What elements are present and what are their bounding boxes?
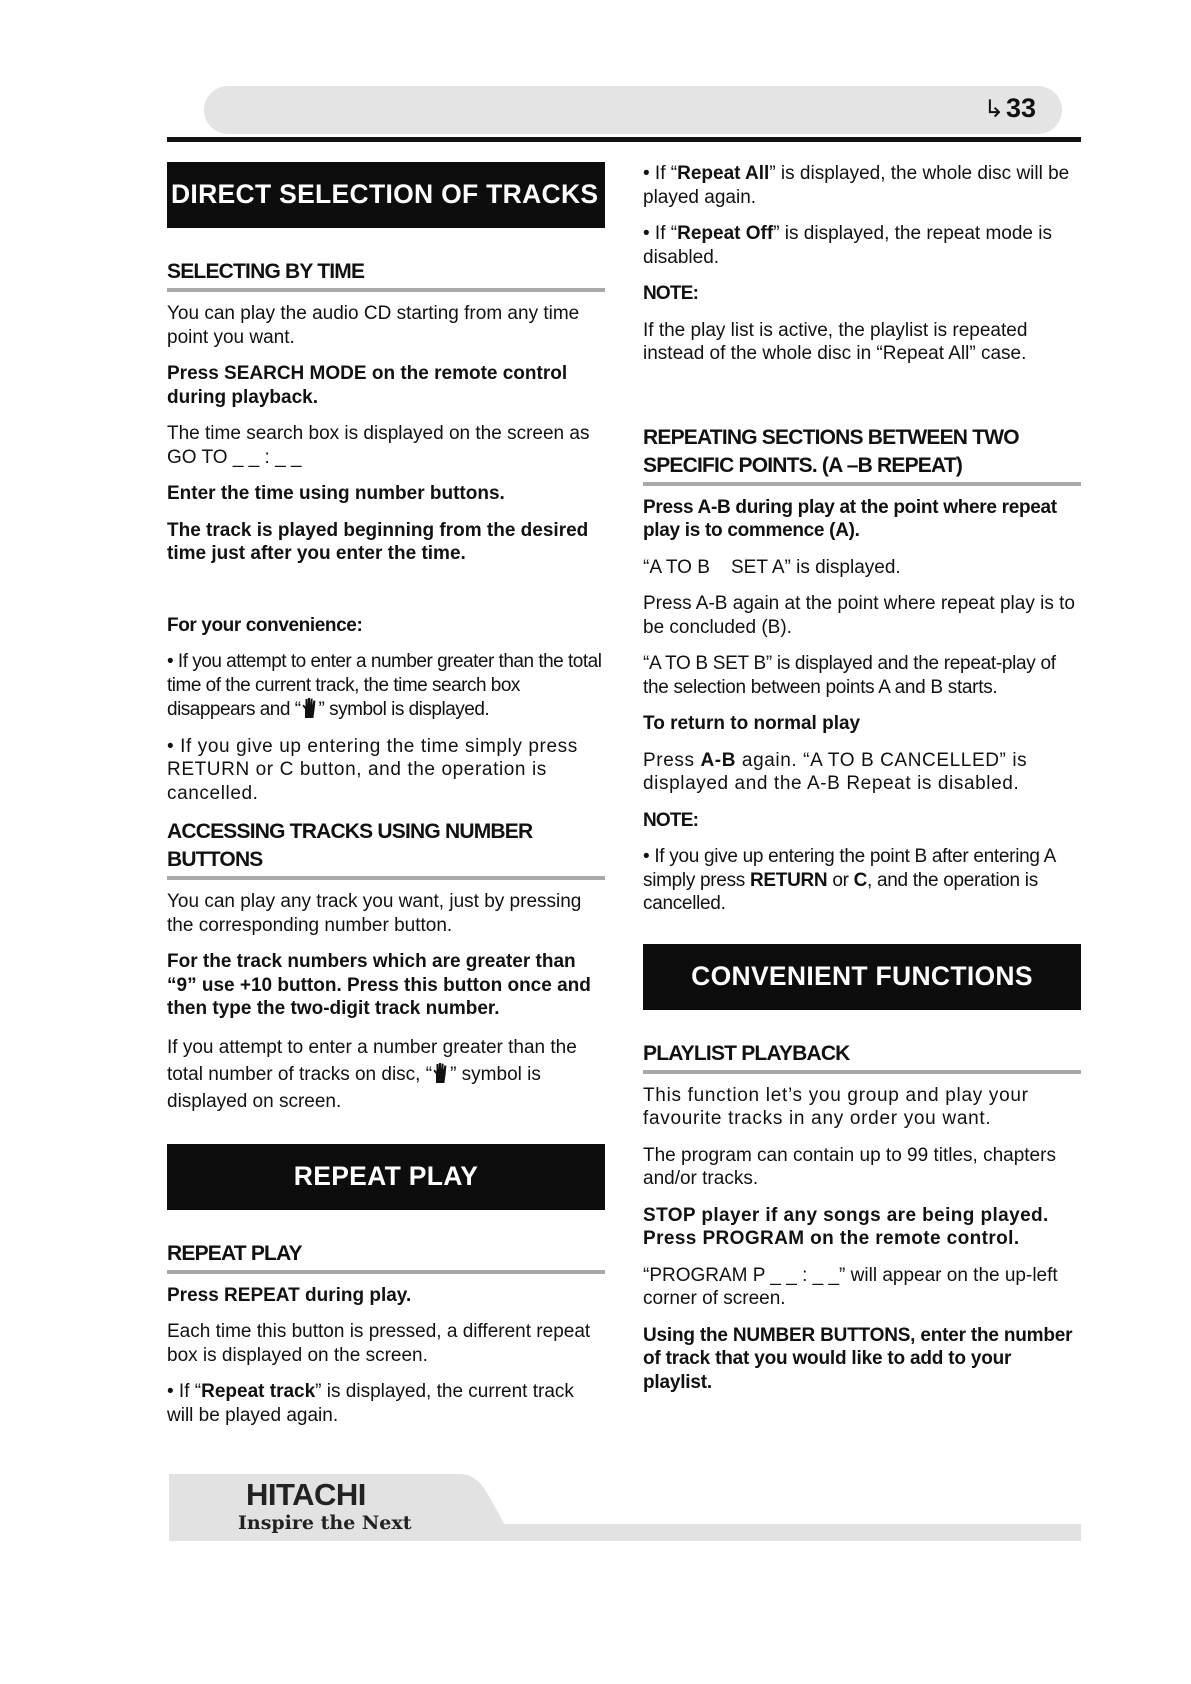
instruction: Using the NUMBER BUTTONS, enter the number of track that you would like to add to your playlist.	[643, 1324, 1073, 1393]
bullet-paragraph: • If “Repeat Off” is displayed, the repeat mode is disabled.	[643, 223, 1052, 268]
bullet-paragraph: • If you attempt to enter a number greater than the total time of the current track, the time search box disappears and “ ” symbol is displayed.	[167, 651, 602, 720]
bullet-paragraph: • If “Repeat track” is displayed, the current track will be played again.	[167, 1381, 574, 1426]
instruction: For the track numbers which are greater than “9” use +10 button. Press this button once and then type the two-digit track number.	[167, 951, 591, 1019]
page-arrow-icon: ↳	[983, 96, 1004, 123]
paragraph: “PROGRAM P _ _ : _ _” will appear on the up-left corner of screen.	[643, 1264, 1058, 1309]
instruction: To return to normal play	[643, 713, 861, 734]
note-label: NOTE:	[643, 809, 699, 831]
banner-direct-selection: DIRECT SELECTION OF TRACKS	[167, 162, 605, 228]
instruction: Press A-B during play at the point where repeat play is to commence (A).	[643, 496, 1057, 541]
section-title-playlist-playback: PLAYLIST PLAYBACK	[643, 1040, 1081, 1074]
paragraph: If the play list is active, the playlist is repeated instead of the whole disc in “Repeat All” case.	[643, 319, 1028, 364]
paragraph: This function let’s you group and play your favourite tracks in any order you want.	[643, 1084, 1029, 1129]
paragraph: “A TO B SET A” is displayed.	[643, 556, 901, 578]
note-label: NOTE:	[643, 283, 699, 304]
paragraph: If you attempt to enter a number greater than the total number of tracks on disc, “ ” symbol is displayed on screen.	[167, 1036, 577, 1112]
banner-repeat-play: REPEAT PLAY	[167, 1144, 605, 1210]
section-title-selecting-by-time: SELECTING BY TIME	[167, 258, 605, 292]
convenience-label: For your convenience:	[167, 614, 363, 636]
paragraph: Each time this button is pressed, a different repeat box is displayed on the screen.	[167, 1321, 591, 1366]
instruction: STOP player if any songs are being played. Press PROGRAM on the remote control.	[643, 1204, 1049, 1249]
instruction: Press SEARCH MODE on the remote control during playback.	[167, 363, 568, 408]
paragraph: “A TO B SET B” is displayed and the repeat-play of the selection between points A and B starts.	[643, 653, 1056, 698]
bullet-paragraph: • If you give up entering the time simply press RETURN or C button, and the operation is cancelled.	[167, 735, 578, 804]
paragraph: Press A-B again at the point where repeat play is to be concluded (B).	[643, 593, 1075, 638]
brand-tagline: Inspire the Next	[238, 1512, 412, 1534]
paragraph: Press A-B again. “A TO B CANCELLED” is displayed and the A-B Repeat is disabled.	[643, 749, 1028, 794]
section-title-repeat-play: REPEAT PLAY	[167, 1240, 605, 1274]
left-column	[167, 162, 605, 1440]
instruction: Press REPEAT during play.	[167, 1284, 412, 1306]
right-column	[643, 162, 1081, 1407]
instruction: Enter the time using number buttons.	[167, 483, 505, 504]
brand-logo: HITACHI	[246, 1477, 366, 1512]
instruction: The track is played beginning from the desired time just after you enter the time.	[167, 519, 589, 564]
page-number: ↳33	[983, 93, 1036, 123]
section-title-accessing-tracks: ACCESSING TRACKS USING NUMBER BUTTONS	[167, 818, 605, 880]
header-rule	[167, 137, 1081, 142]
bullet-paragraph: • If “Repeat All” is displayed, the whole disc will be played again.	[643, 163, 1070, 208]
paragraph: You can play any track you want, just by pressing the corresponding number button.	[167, 891, 582, 936]
header-bar	[204, 86, 1062, 134]
hand-icon	[301, 697, 319, 722]
hand-icon	[432, 1061, 450, 1088]
section-title-ab-repeat: REPEATING SECTIONS BETWEEN TWO SPECIFIC POINTS. (A –B REPEAT)	[643, 424, 1081, 486]
paragraph: The time search box is displayed on the screen as GO TO _ _ : _ _	[167, 423, 590, 468]
paragraph: You can play the audio CD starting from any time point you want.	[167, 303, 580, 348]
banner-convenient-functions: CONVENIENT FUNCTIONS	[643, 944, 1081, 1010]
bullet-paragraph: • If you give up entering the point B after entering A simply press RETURN or C, and the operation is cancelled.	[643, 846, 1055, 914]
paragraph: The program can contain up to 99 titles, chapters and/or tracks.	[643, 1144, 1056, 1189]
